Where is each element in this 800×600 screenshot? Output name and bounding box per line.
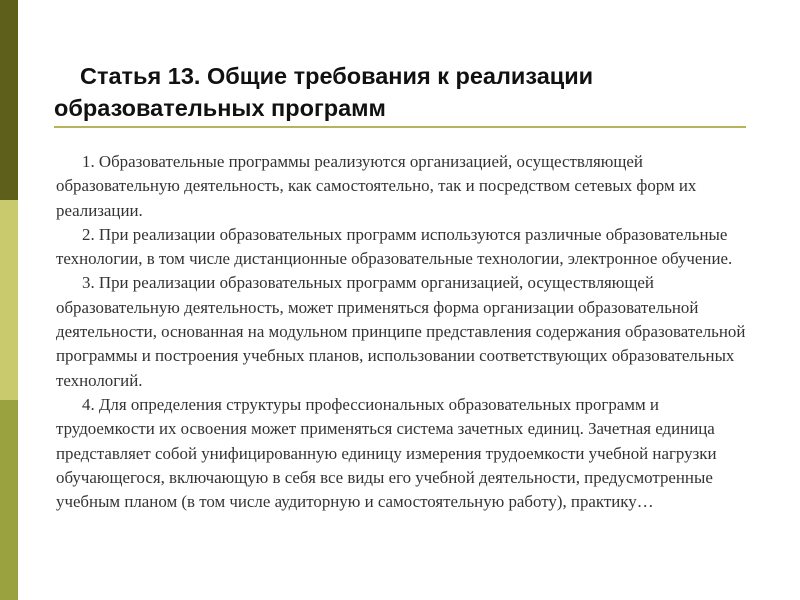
paragraph-2: 2. При реализации образовательных программ используются различные образовательные технологии, в том числе дистанционные образовательные технологии, электронное обучение. xyxy=(56,224,733,269)
slide-title-line-1: Статья 13. Общие требования к реализации xyxy=(80,63,594,89)
paragraph-1: 1. Образовательные программы реализуются организацией, осуществляющей образовательную деятельность, как самостоятельно, так и посредством сетевых форм их реализации. xyxy=(56,152,697,220)
title-divider xyxy=(54,126,746,128)
paragraph-3: 3. При реализации образовательных программ организацией, осуществляющей образовательную деятельность, может применяться форма организации образовательной деятельности, основанная на модульном принципе представления содержания образовательной программы и построения учебных планов, использовании соответствующих образовательных технологий. xyxy=(56,273,746,390)
side-accent-bar xyxy=(0,0,18,600)
side-bar-segment-middle xyxy=(0,200,18,400)
paragraph-4: 4. Для определения структуры профессиональных образовательных программ и трудоемкости их освоения может применяться система зачетных единиц. Зачетная единица представляет собой унифицированную единицу измерения трудоемкости учебной нагрузки обучающегося, включающую в себя все виды его учебной деятельности, предусмотренные учебным планом (в том числе аудиторную и самостоятельную работу), практику… xyxy=(56,394,717,512)
slide-title xyxy=(54,60,754,124)
slide-body xyxy=(56,150,756,514)
side-bar-segment-bottom xyxy=(0,400,18,600)
side-bar-segment-top xyxy=(0,0,18,200)
slide-title-line-2: образовательных программ xyxy=(54,95,386,121)
